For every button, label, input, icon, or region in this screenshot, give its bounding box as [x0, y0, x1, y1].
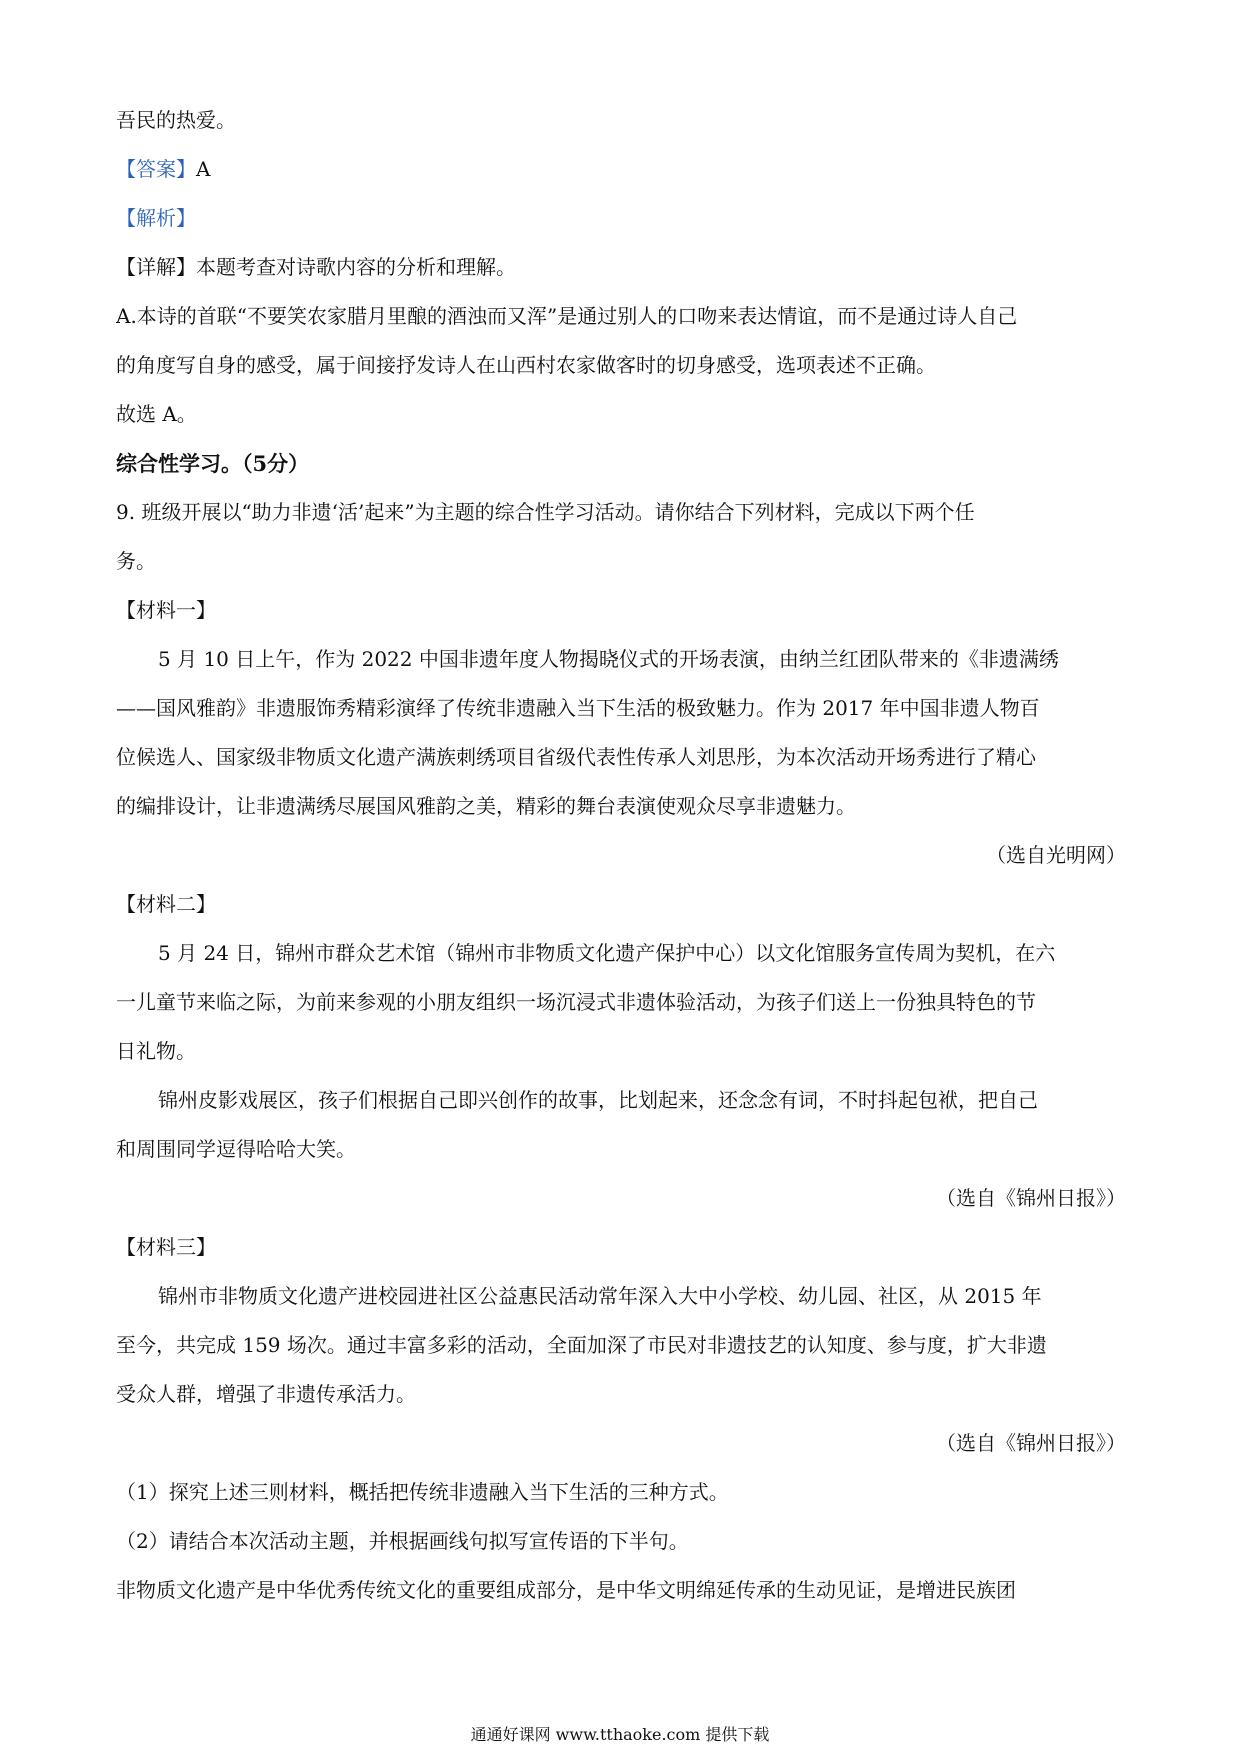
material-source: （选自《锦州日报》）: [936, 1431, 1126, 1455]
answer-row: [116, 145, 1126, 194]
closing-text-line: 非物质文化遗产是中华优秀传统文化的重要组成部分，是中华文明绵延传承的生动见证，是增进民族团: [116, 1578, 1016, 1602]
detail-intro: 【详解】本题考查对诗歌内容的分析和理解。: [116, 255, 516, 279]
material-text-line: 锦州市非物质文化遗产进校园进社区公益惠民活动常年深入大中小学校、幼儿园、社区，从 2015 年: [158, 1284, 1042, 1308]
question-line: 务。: [116, 549, 156, 573]
material-source: （选自光明网）: [986, 843, 1126, 867]
material-text-line: 5 月 10 日上午，作为 2022 中国非遗年度人物揭晓仪式的开场表演，由纳兰红团队带来的《非遗满绣: [158, 647, 1059, 671]
material-label: 【材料二】: [116, 892, 216, 916]
material-text-line: 位候选人、国家级非物质文化遗产满族刺绣项目省级代表性传承人刘思彤，为本次活动开场秀进行了精心: [116, 745, 1036, 769]
material-text-line: 一儿童节来临之际，为前来参观的小朋友组织一场沉浸式非遗体验活动，为孩子们送上一份独具特色的节: [116, 990, 1036, 1014]
material-text-line: 日礼物。: [116, 1039, 196, 1063]
material-text-line: 锦州皮影戏展区，孩子们根据自己即兴创作的故事，比划起来，还念念有词，不时抖起包袱，把自己: [158, 1088, 1038, 1112]
detail-paragraph-line: A.本诗的首联“不要笑农家腊月里酿的酒浊而又浑”是通过别人的口吻来表达情谊，而不是通过诗人自己: [116, 304, 1018, 328]
material-source: （选自《锦州日报》）: [936, 1186, 1126, 1210]
analysis-label: 【解析】: [116, 206, 196, 230]
question-line: 9. 班级开展以“助力非遗‘活’起来”为主题的综合性学习活动。请你结合下列材料，完成以下两个任: [116, 500, 975, 524]
material-text-line: 受众人群，增强了非遗传承活力。: [116, 1382, 416, 1406]
task-item: （1）探究上述三则材料，概括把传统非遗融入当下生活的三种方式。: [116, 1480, 729, 1504]
document-page: [116, 96, 1126, 1615]
material-text-line: 的编排设计，让非遗满绣尽展国风雅韵之美，精彩的舞台表演使观众尽享非遗魅力。: [116, 794, 856, 818]
detail-paragraph-line: 的角度写自身的感受，属于间接抒发诗人在山西村农家做客时的切身感受，选项表述不正确。: [116, 353, 936, 377]
section-heading: 综合性学习。（5分）: [116, 451, 310, 476]
material-text-line: 和周围同学逗得哈哈大笑。: [116, 1137, 356, 1161]
material-text-line: ——国风雅韵》非遗服饰秀精彩演绎了传统非遗融入当下生活的极致魅力。作为 2017 年中国非遗人物百: [116, 696, 1040, 720]
answer-value: A: [196, 157, 211, 181]
material-text-line: 5 月 24 日，锦州市群众艺术馆（锦州市非物质文化遗产保护中心）以文化馆服务宣传周为契机，在六: [158, 941, 1056, 965]
material-text-line: 至今，共完成 159 场次。通过丰富多彩的活动，全面加深了市民对非遗技艺的认知度、参与度，扩大非遗: [116, 1333, 1047, 1357]
material-label: 【材料三】: [116, 1235, 216, 1259]
material-label: 【材料一】: [116, 598, 216, 622]
task-item: （2）请结合本次活动主题，并根据画线句拟写宣传语的下半句。: [116, 1529, 689, 1553]
footer-credit: 通通好课网 www.tthaoke.com 提供下载: [470, 1725, 770, 1744]
answer-label: 【答案】: [116, 157, 196, 181]
continued-text: 吾民的热爱。: [116, 108, 236, 132]
answer-conclusion: 故选 A。: [116, 402, 197, 426]
